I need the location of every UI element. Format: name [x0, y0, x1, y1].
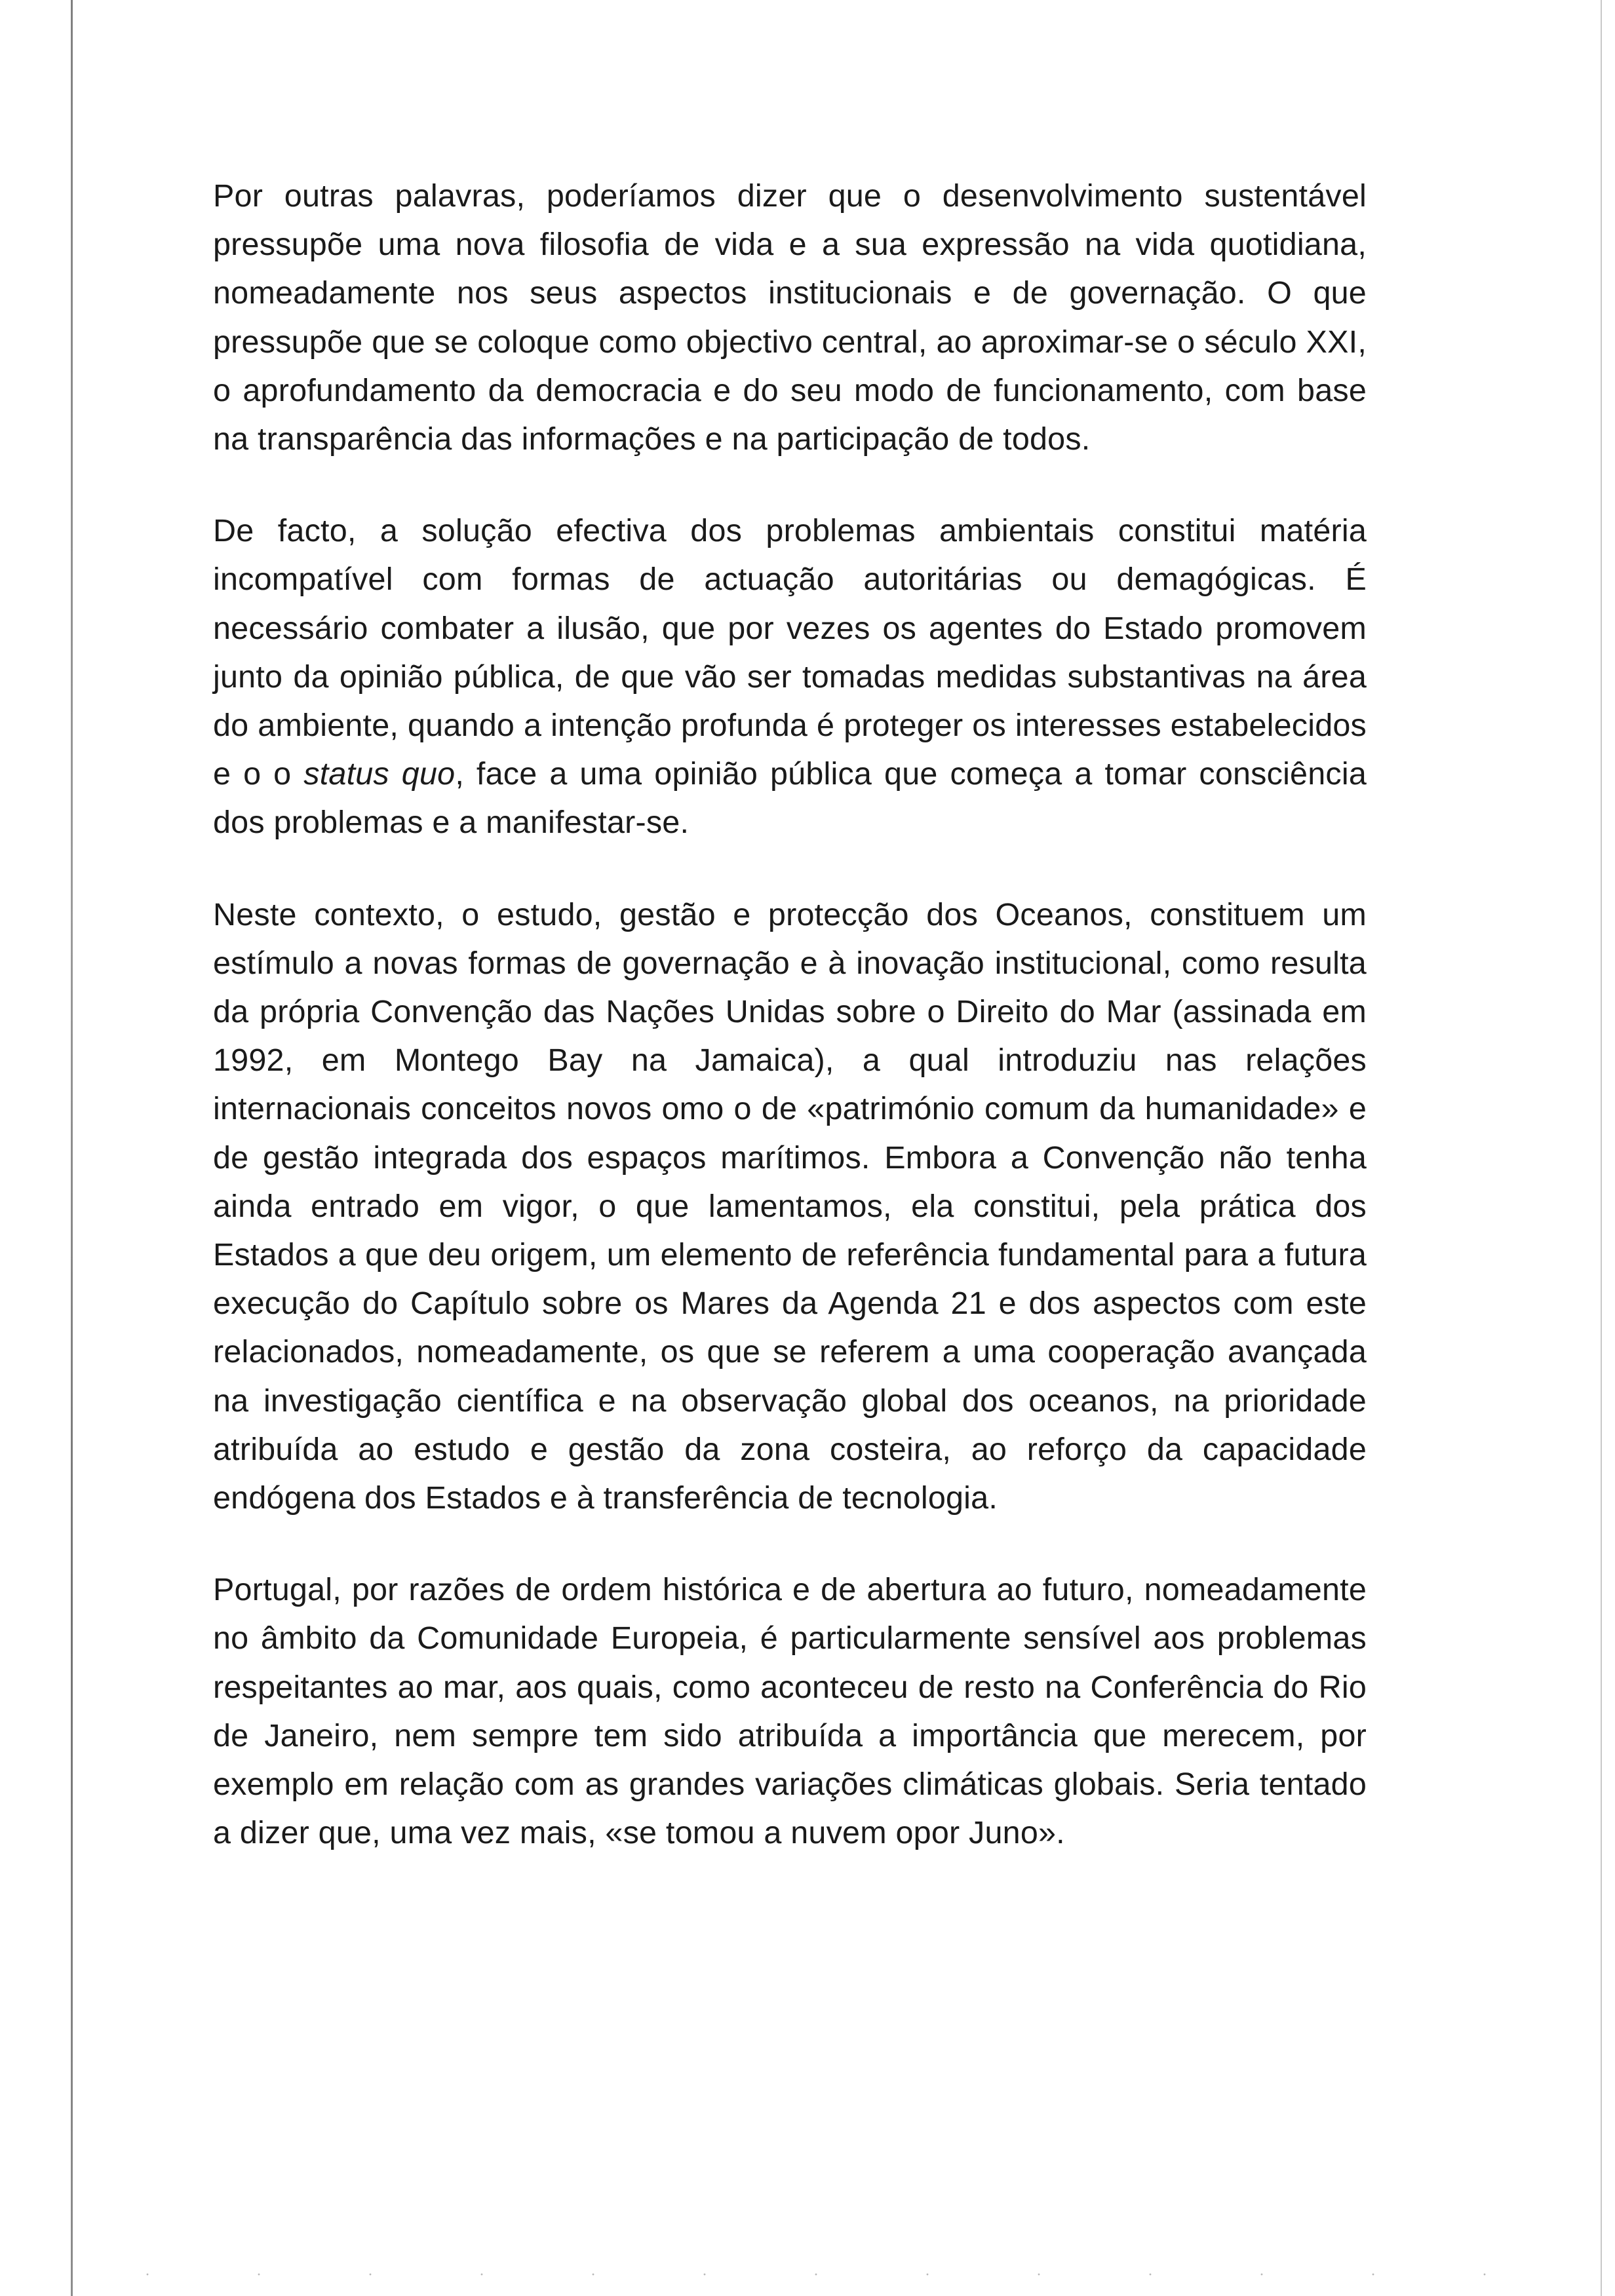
paragraph-3: Neste contexto, o estudo, gestão e protecção dos Oceanos, constituem um estímulo a novas formas de governação e à inovação institucional, como resulta da própria Convenção das Nações Unidas sobre o Direito do Mar (assinada em 1992, em Montego Bay na Jamaica), a qual introduziu nas relações internacionais conceitos novos omo o de «património comum da humanidade» e de gestão integrada dos espaços marítimos. Embora a Convenção não tenha ainda entrado em vigor, o que lamentamos, ela constitui, pela prática dos Estados a que deu origem, um elemento de referência fundamental para a futura execução do Capítulo sobre os Mares da Agenda 21 e dos aspectos com este relacionados, nomeadamente, os que se referem a uma cooperação avançada na investigação científica e na observação global dos oceanos, na prioridade atribuída ao estudo e gestão da zona costeira, ao reforço da capacidade endógena dos Estados e à transferência de tecnologia.: [213, 896, 1367, 1516]
paragraph-2-lead: De facto, a solução efectiva dos problemas ambientais constitui matéria incompatível com formas de actuação autoritárias ou demagógicas. É necessário combater a ilusão, que por vezes os agentes do Estado promovem junto da opinião pública, de que vão ser tomadas medidas substantivas na área do ambiente, quando a intenção profunda é proteger os interesses estabelecidos e o o: [213, 513, 1367, 792]
paragraph-4: Portugal, por razões de ordem histórica e de abertura ao futuro, nomeadamente no âmbito da Comunidade Europeia, é particularmente sensível aos problemas respeitantes ao mar, aos quais, como aconteceu de resto na Conferência do Rio de Janeiro, nem sempre tem sido atribuída a importância que merecem, por exemplo em relação com as grandes variações climáticas globais. Seria tentado a dizer que, uma vez mais, «se tomou a nuvem opor Juno».: [213, 1572, 1367, 1851]
document-body: [213, 172, 1367, 1858]
scan-right-edge: [1601, 0, 1602, 2296]
paragraph-2: [213, 507, 1367, 847]
scan-specks: [92, 2271, 1534, 2278]
paragraph-2-tail: , face a uma opinião pública que começa a tomar consciência dos problemas e a manifestar-se.: [213, 756, 1367, 841]
scan-left-edge: [71, 0, 73, 2296]
paragraph-2-italic-status-quo: status quo: [303, 756, 456, 792]
paragraph-1: Por outras palavras, poderíamos dizer que o desenvolvimento sustentável pressupõe uma nova filosofia de vida e a sua expressão na vida quotidiana, nomeadamente nos seus aspectos institucionais e de governação. O que pressupõe que se coloque como objectivo central, ao aproximar-se o século XXI, o aprofundamento da democracia e do seu modo de funcionamento, com base na transparência das informações e na participação de todos.: [213, 178, 1367, 457]
